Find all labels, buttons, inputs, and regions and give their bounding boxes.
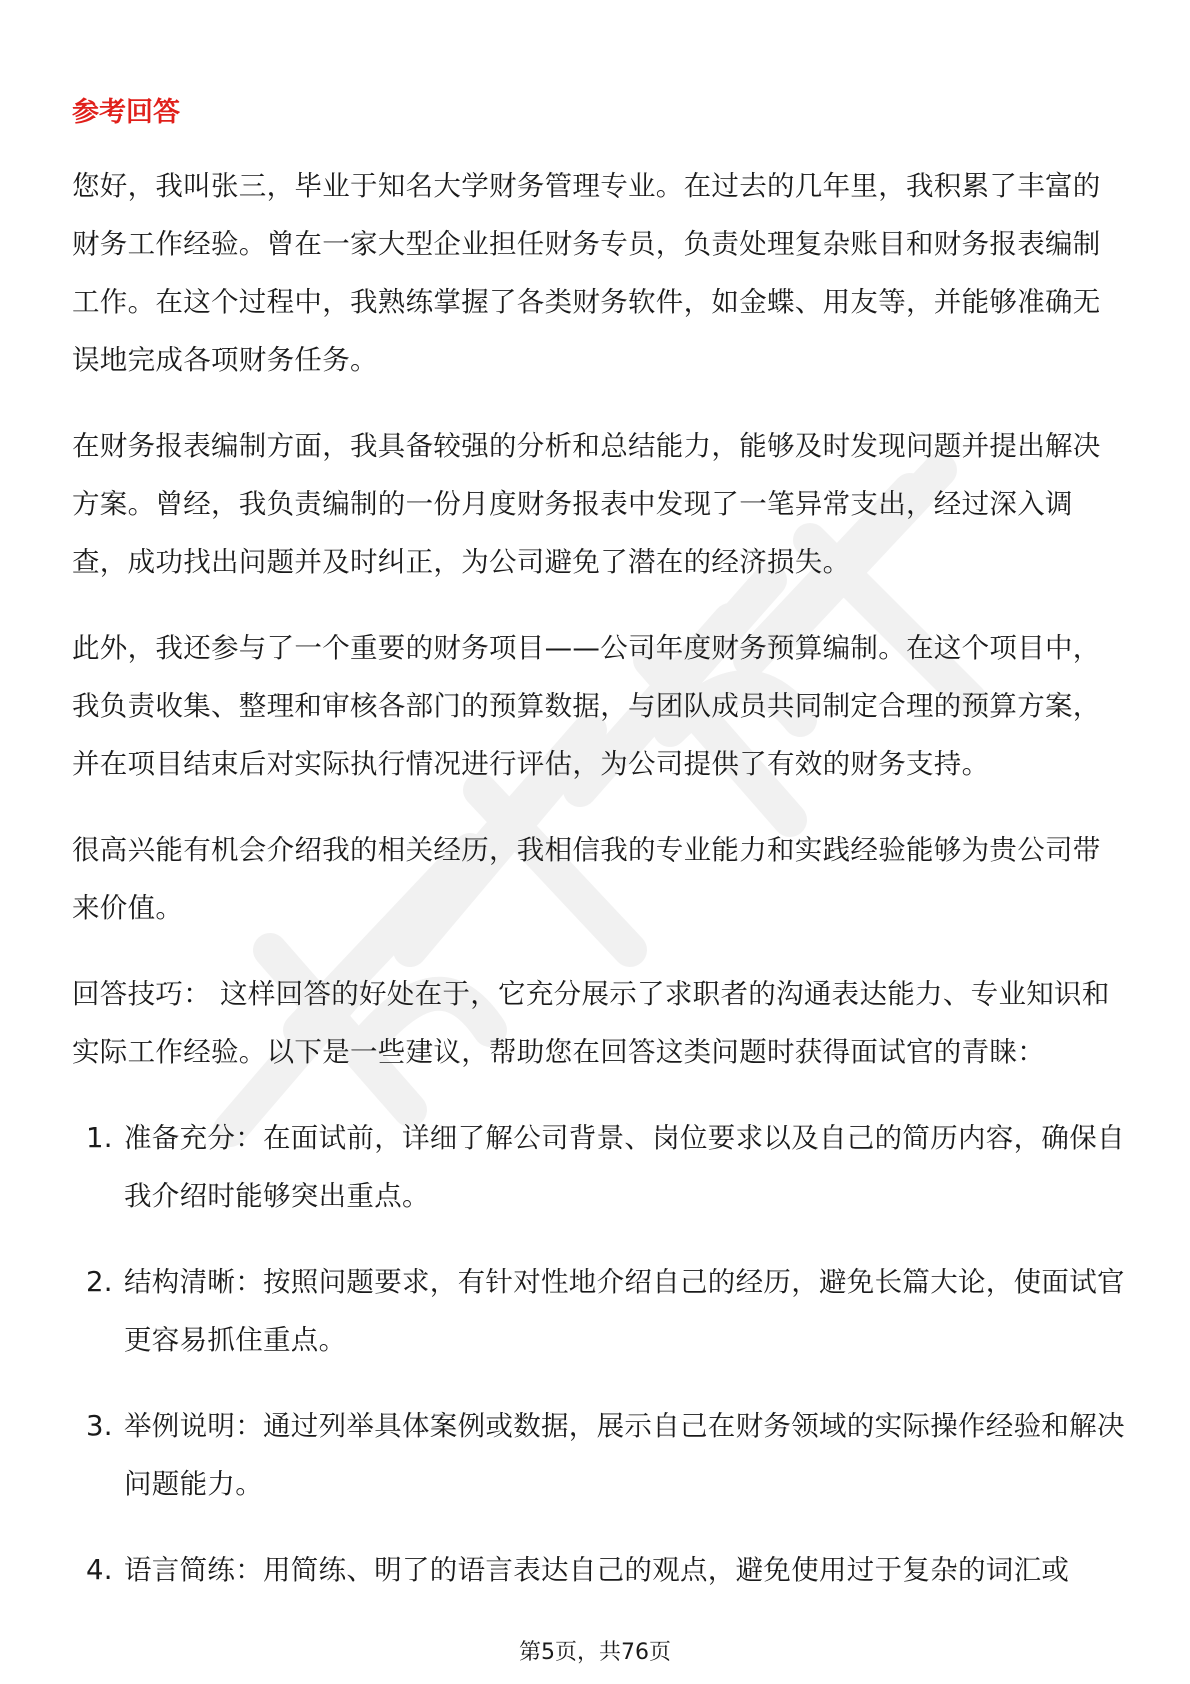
page-footer: 第5页，共76页 xyxy=(519,1640,671,1665)
list-text: 语言简练：用简练、明了的语言表达自己的观点，避免使用过于复杂的词汇或 xyxy=(124,1554,1070,1586)
list-item xyxy=(72,1397,1128,1513)
document-body xyxy=(72,95,1128,1627)
list-number: 2. xyxy=(86,1266,113,1298)
closing-paragraph: 很高兴能有机会介绍我的相关经历，我相信我的专业能力和实践经验能够为贵公司带来价值。 xyxy=(72,834,1101,924)
list-text: 准备充分：在面试前，详细了解公司背景、岗位要求以及自己的简历内容，确保自我介绍时能够突出重点。 xyxy=(124,1122,1125,1212)
list-number: 3. xyxy=(86,1410,113,1442)
report-paragraph: 在财务报表编制方面，我具备较强的分析和总结能力，能够及时发现问题并提出解决方案。曾经，我负责编制的一份月度财务报表中发现了一笔异常支出，经过深入调查，成功找出问题并及时纠正，为公司避免了潜在的经济损失。 xyxy=(72,430,1101,578)
list-item xyxy=(72,1109,1128,1225)
list-text: 举例说明：通过列举具体案例或数据，展示自己在财务领域的实际操作经验和解决问题能力。 xyxy=(124,1410,1125,1500)
intro-paragraph: 您好，我叫张三，毕业于知名大学财务管理专业。在过去的几年里，我积累了丰富的财务工作经验。曾在一家大型企业担任财务专员，负责处理复杂账目和财务报表编制工作。在这个过程中，我熟练掌握了各类财务软件，如金蝶、用友等，并能够准确无误地完成各项财务任务。 xyxy=(72,170,1101,376)
list-text: 结构清晰：按照问题要求，有针对性地介绍自己的经历，避免长篇大论，使面试官更容易抓住重点。 xyxy=(124,1266,1125,1356)
section-heading: 参考回答 xyxy=(72,97,180,128)
tips-intro-paragraph: 回答技巧： 这样回答的好处在于，它充分展示了求职者的沟通表达能力、专业知识和实际工作经验。以下是一些建议，帮助您在回答这类问题时获得面试官的青睐： xyxy=(72,978,1110,1068)
project-paragraph: 此外，我还参与了一个重要的财务项目——公司年度财务预算编制。在这个项目中，我负责收集、整理和审核各部门的预算数据，与团队成员共同制定合理的预算方案，并在项目结束后对实际执行情况进行评估，为公司提供了有效的财务支持。 xyxy=(72,632,1101,780)
list-item xyxy=(72,1253,1128,1369)
list-number: 1. xyxy=(86,1122,113,1154)
list-number: 4. xyxy=(86,1554,113,1586)
list-item xyxy=(72,1541,1128,1599)
tips-list xyxy=(72,1109,1128,1599)
